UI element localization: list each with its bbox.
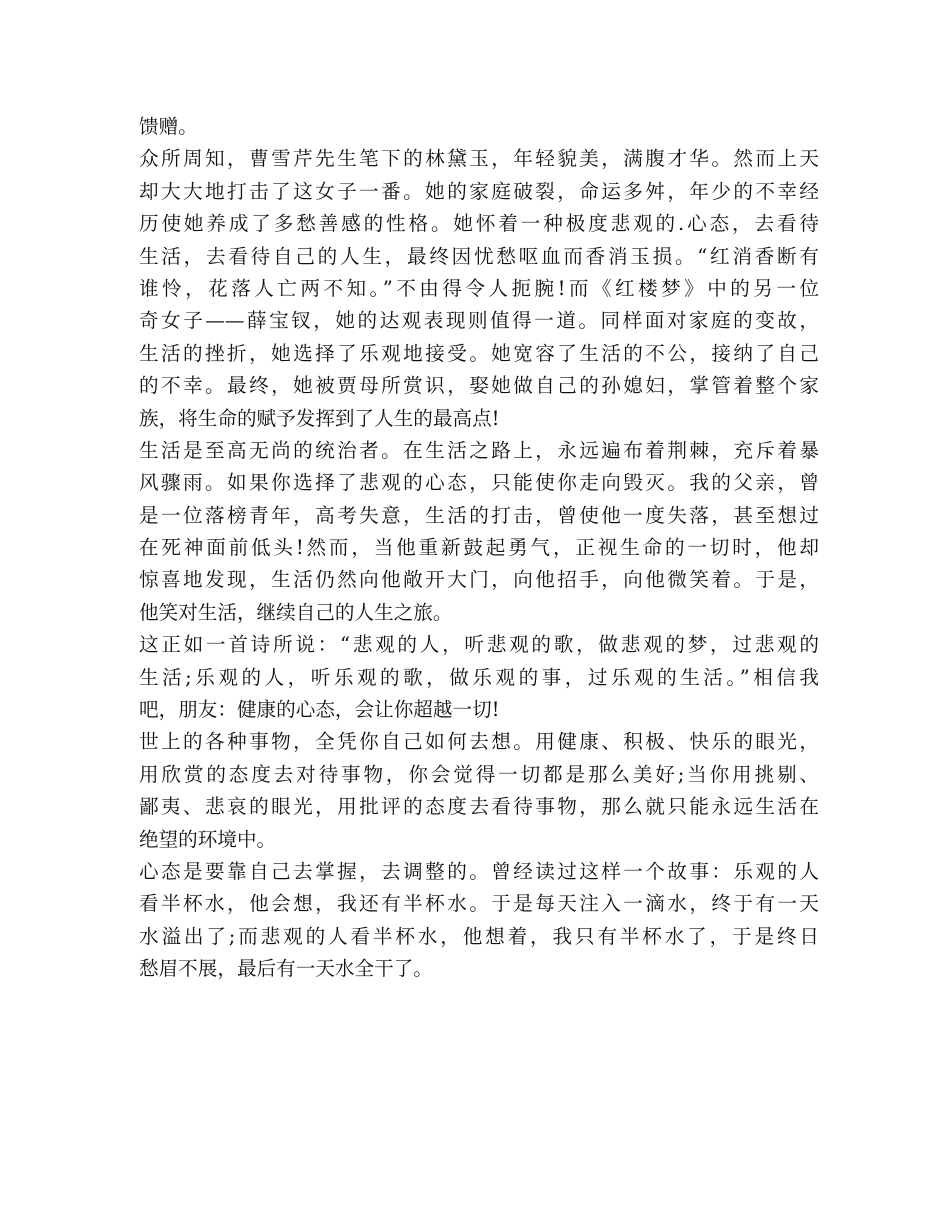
text-line: 风骤雨。如果你选择了悲观的心态，只能使你走向毁灭。我的父亲，曾 [139, 471, 819, 495]
text-line: 心态是要靠自己去掌握，去调整的。曾经读过这样一个故事：乐观的人 [139, 859, 819, 883]
text-line: 生活的挫折，她选择了乐观地接受。她宽容了生活的不公，接纳了自己 [139, 341, 819, 365]
text-line: 生活是至高无尚的统治者。在生活之路上，永远遍布着荆棘，充斥着暴 [139, 438, 819, 462]
text-line: 馈赠。 [139, 115, 198, 138]
text-line: 鄙夷、悲哀的眼光，用批评的态度去看待事物，那么就只能永远生活在 [139, 795, 819, 819]
text-line: 生活，去看待自己的人生，最终因忧愁呕血而香消玉损。“红消香断有 [139, 244, 819, 268]
text-line: 这正如一首诗所说：“悲观的人，听悲观的歌，做悲观的梦，过悲观的 [139, 633, 819, 657]
text-line: 谁怜，花落人亡两不知。”不由得令人扼腕!而《红楼梦》中的另一位 [139, 276, 819, 300]
text-line: 吧，朋友：健康的心态，会让你超越一切! [139, 698, 500, 722]
text-line: 族，将生命的赋予发挥到了人生的最高点! [139, 406, 500, 430]
text-line: 的不幸。最终，她被贾母所赏识，娶她做自己的孙媳妇，掌管着整个家 [139, 374, 819, 398]
text-line: 看半杯水，他会想，我还有半杯水。于是每天注入一滴水，终于有一天 [139, 892, 819, 916]
text-line: 在死神面前低头!然而，当他重新鼓起勇气，正视生命的一切时，他却 [139, 536, 819, 560]
text-line: 世上的各种事物，全凭你自己如何去想。用健康、积极、快乐的眼光， [139, 730, 819, 754]
text-line: 愁眉不展，最后有一天水全干了。 [139, 957, 433, 981]
text-line: 生活;乐观的人，听乐观的歌，做乐观的事，过乐观的生活。”相信我 [139, 665, 819, 689]
text-line: 用欣赏的态度去对待事物，你会觉得一切都是那么美好;当你用挑剔、 [139, 762, 819, 786]
text-line: 众所周知，曹雪芹先生笔下的林黛玉，年轻貌美，满腹才华。然而上天 [139, 147, 819, 171]
text-line: 水溢出了;而悲观的人看半杯水，他想着，我只有半杯水了，于是终日 [139, 924, 819, 948]
text-line: 绝望的环境中。 [139, 827, 277, 851]
text-line: 历使她养成了多愁善感的性格。她怀着一种极度悲观的.心态，去看待 [139, 212, 819, 236]
text-line: 惊喜地发现，生活仍然向他敞开大门，向他招手，向他微笑着。于是， [139, 568, 819, 592]
text-line: 却大大地打击了这女子一番。她的家庭破裂，命运多舛，年少的不幸经 [139, 179, 819, 203]
text-line: 奇女子——薛宝钗，她的达观表现则值得一道。同样面对家庭的变故， [139, 309, 819, 333]
body-text [139, 111, 819, 986]
text-line: 是一位落榜青年，高考失意，生活的打击，曾使他一度失落，甚至想过 [139, 503, 819, 527]
text-line: 他笑对生活，继续自己的人生之旅。 [139, 600, 453, 624]
